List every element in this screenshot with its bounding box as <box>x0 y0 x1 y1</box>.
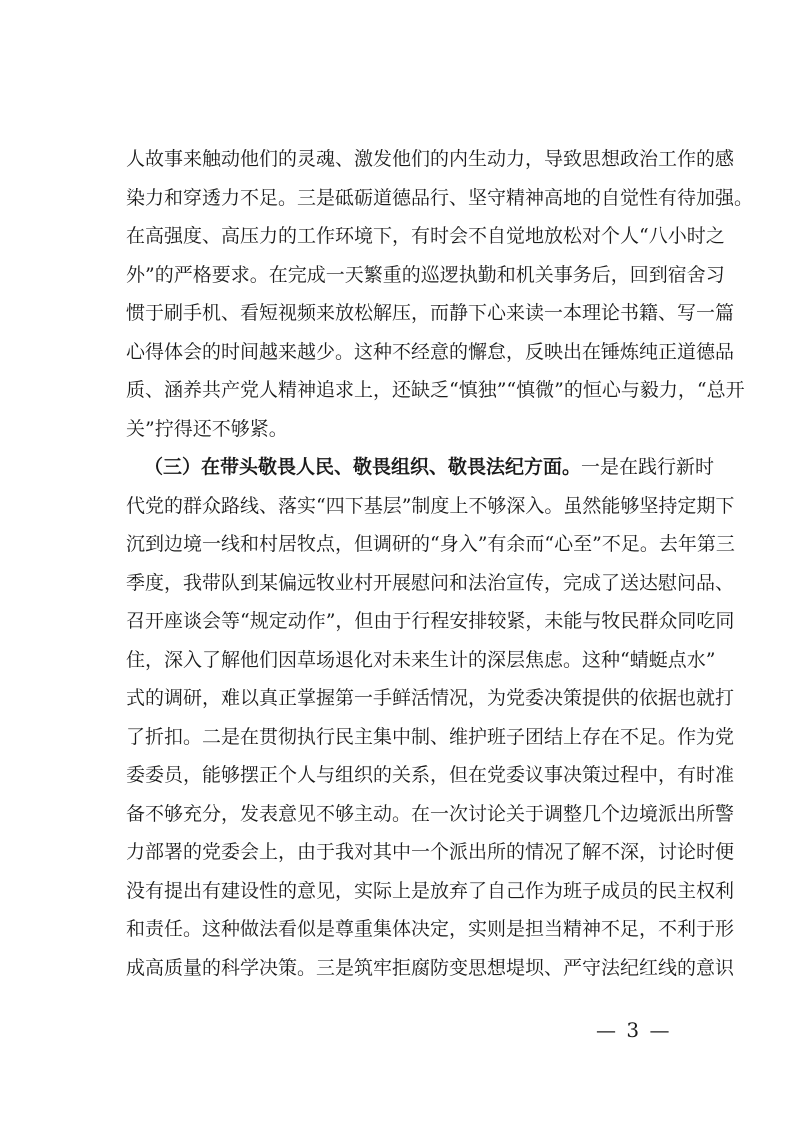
text-line: 在高强度、高压力的工作环境下，有时会不自觉地放松对个人“八小时之 <box>126 225 725 247</box>
text-line: 关”拧得还不够紧。 <box>126 417 288 440</box>
text-line: 力部署的党委会上，由于我对其中一个派出所的情况了解不深，讨论时便 <box>126 841 735 863</box>
text-line: 代党的群众路线、落实“四下基层”制度上不够深入。虽然能够坚持定期下 <box>126 494 735 517</box>
text-line: 季度，我带队到某偏远牧业村开展慰问和法治宣传，完成了送达慰问品、 <box>126 571 735 594</box>
text-line: 染力和穿透力不足。三是砥砺道德品行、坚守精神高地的自觉性有待加强。 <box>126 186 754 209</box>
text-line: 惯于刷手机、看短视频来放松解压，而静下心来读一本理论书籍、写一篇 <box>126 302 735 324</box>
text-line: 成高质量的科学决策。三是筑牢拒腐防变思想堤坝、严守法纪红线的意识 <box>126 956 735 979</box>
text-line: 委委员，能够摆正个人与组织的关系，但在党委议事决策过程中，有时准 <box>126 764 735 786</box>
text-line: 没有提出有建设性的意见，实际上是放弃了自己作为班子成员的民主权利 <box>126 879 735 902</box>
text-line: 住，深入了解他们因草场退化对未来生计的深层焦虑。这种“蜻蜓点水” <box>126 648 716 671</box>
text-line: 召开座谈会等“规定动作”，但由于行程安排较紧，未能与牧民群众同吃同 <box>126 610 735 632</box>
section-heading: （三）在带头敬畏人民、敬畏组织、敬畏法纪方面。 <box>144 456 582 478</box>
page-number: — 3 — <box>596 1018 672 1042</box>
text-line: 外”的严格要求。在完成一天繁重的巡逻执勤和机关事务后，回到宿舍习 <box>126 263 725 286</box>
text-line: 质、涵养共产党人精神追求上，还缺乏“慎独”“慎微”的恒心与毅力，“总开 <box>126 379 745 401</box>
text-line: 备不够充分，发表意见不够主动。在一次讨论关于调整几个边境派出所警 <box>126 802 735 825</box>
text-line: 心得体会的时间越来越少。这种不经意的懈怠，反映出在锤炼纯正道德品 <box>126 340 735 363</box>
text-line: 式的调研，难以真正掌握第一手鲜活情况，为党委决策提供的依据也就打 <box>126 687 735 709</box>
text-line: 人故事来触动他们的灵魂、激发他们的内生动力，导致思想政治工作的感 <box>126 148 735 170</box>
section-first-line-text: 一是在践行新时 <box>581 456 715 478</box>
text-line: 和责任。这种做法看似是尊重集体决定，实则是担当精神不足，不利于形 <box>126 918 735 940</box>
text-line: 沉到边境一线和村居牧点，但调研的“身入”有余而“心至”不足。去年第三 <box>126 533 735 555</box>
body-text <box>126 140 754 987</box>
section-heading-line <box>126 448 715 487</box>
text-line: 了折扣。二是在贯彻执行民主集中制、维护班子团结上存在不足。作为党 <box>126 725 735 748</box>
